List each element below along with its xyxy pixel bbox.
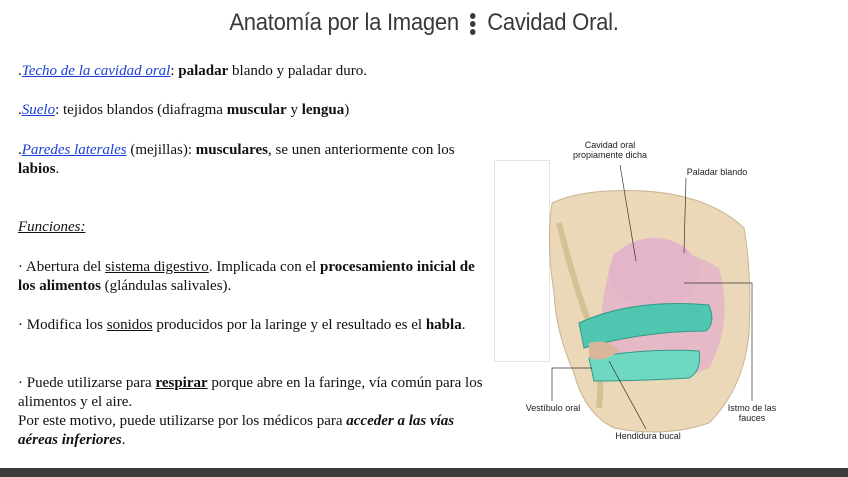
text: · Puede utilizarse para xyxy=(18,375,156,391)
link-techo[interactable]: Techo de la cavidad oral xyxy=(21,63,171,79)
text: · Abertura del xyxy=(18,259,106,275)
bold-term: procesamiento inicial de los alimentos xyxy=(18,259,475,294)
underlined-term: sistema digestivo xyxy=(105,259,209,275)
bullet-dot: . xyxy=(18,102,22,118)
bold-term: musculares xyxy=(195,142,268,158)
text: , se unen anteriormente con los xyxy=(267,142,455,158)
label-paladar-blando: Paladar blando xyxy=(686,167,748,177)
text: : tejidos blandos (diafragma xyxy=(55,102,227,118)
paragraph-paredes xyxy=(18,141,493,179)
paragraph-techo xyxy=(18,62,367,81)
title-main: Anatomía por la Imagen xyxy=(229,9,459,36)
bold-italic-term: acceder a las vías aéreas inferiores xyxy=(18,413,455,448)
text: blando y paladar duro. xyxy=(228,63,367,79)
text: (mejillas): xyxy=(126,142,196,158)
text: porque abre en la faringe, vía común para los alimentos y el aire. xyxy=(18,375,483,410)
title-topic: Cavidad Oral. xyxy=(487,9,619,36)
text: producidos por la laringe y el resultado es el xyxy=(152,317,426,333)
slide-title xyxy=(34,9,814,37)
paragraph-funcion-habla xyxy=(18,316,465,335)
bullet-dot: . xyxy=(18,63,22,79)
link-suelo[interactable]: Suelo xyxy=(21,102,56,118)
vertical-dots-icon xyxy=(468,11,477,37)
text: . Implicada con el xyxy=(208,259,321,275)
text: . xyxy=(121,432,126,448)
text: · Modifica los xyxy=(18,317,107,333)
text: (glándulas salivales). xyxy=(100,278,232,294)
bullet-dot: . xyxy=(18,142,22,158)
text: Por este motivo, puede utilizarse por los médicos para xyxy=(18,413,347,429)
label-istmo-fauces: Istmo de las fauces xyxy=(727,403,777,423)
bold-underlined-term: respirar xyxy=(155,375,208,391)
bold-term: muscular xyxy=(226,102,287,118)
label-vestibulo-oral: Vestíbulo oral xyxy=(525,403,581,413)
text: y xyxy=(286,102,302,118)
bold-term: labios xyxy=(18,161,56,177)
label-hendidura-bucal: Hendidura bucal xyxy=(615,431,681,441)
underlined-term: sonidos xyxy=(106,317,153,333)
funciones-heading: Funciones: xyxy=(18,219,86,235)
link-paredes[interactable]: Paredes laterales xyxy=(21,142,127,158)
oral-cavity-illustration xyxy=(494,133,848,453)
text: . xyxy=(461,317,466,333)
paragraph-suelo xyxy=(18,101,349,120)
bold-term: lengua xyxy=(301,102,345,118)
paragraph-funcion-digestivo xyxy=(18,258,493,296)
label-cavidad-oral: Cavidad oral propiamente dicha xyxy=(572,140,648,160)
text: : xyxy=(170,63,179,79)
bold-term: habla xyxy=(425,317,462,333)
text: ) xyxy=(344,102,350,118)
paragraph-funcion-respirar xyxy=(18,374,493,450)
text: . xyxy=(55,161,60,177)
bold-term: paladar xyxy=(178,63,229,79)
bottom-bar xyxy=(0,468,848,477)
